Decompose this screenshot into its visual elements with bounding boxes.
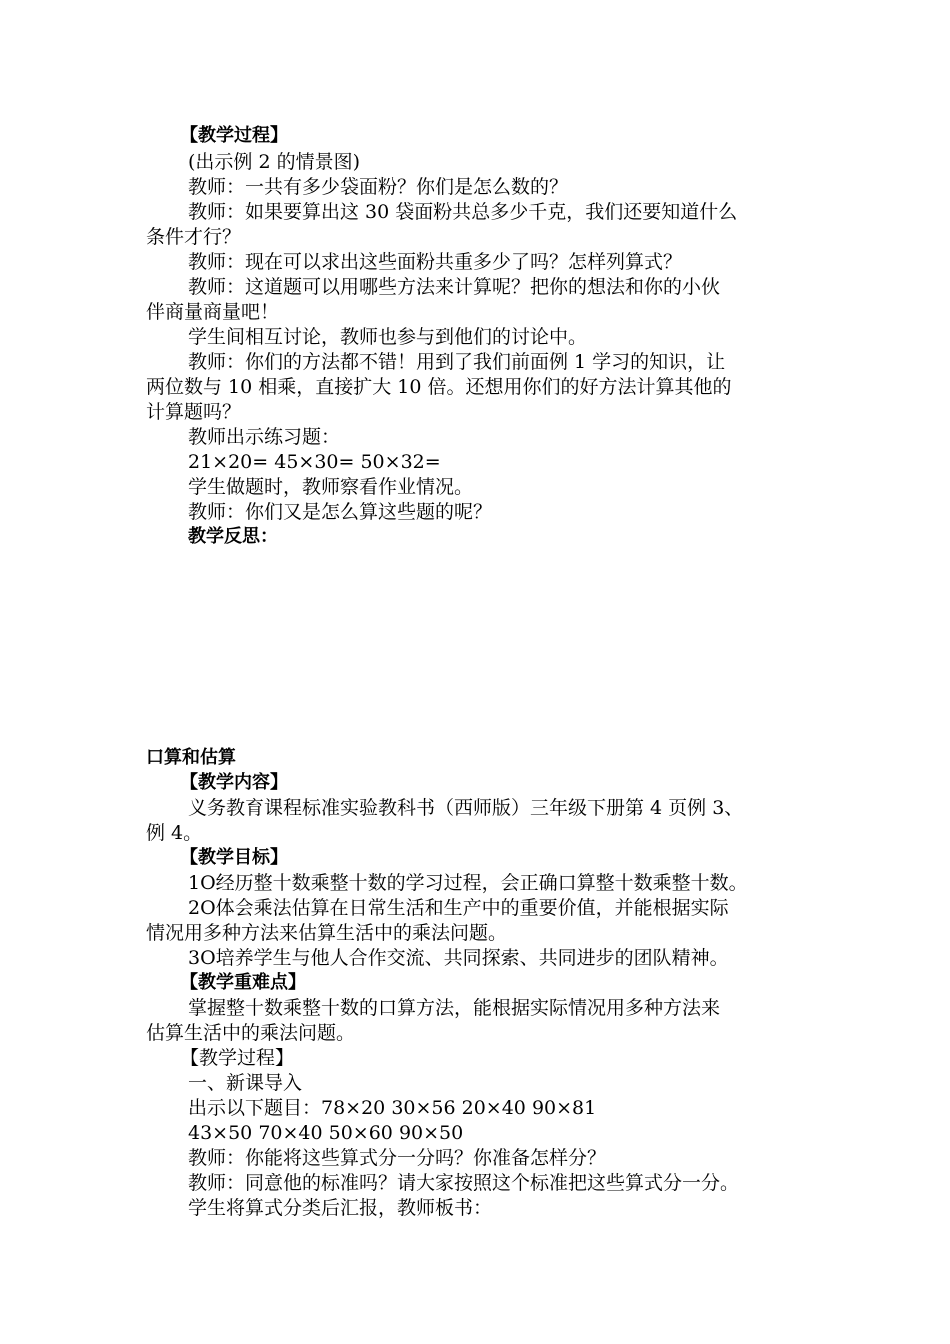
paragraph-line: 义务教育课程标准实验教科书（西师版）三年级下册第 4 页例 3、: [188, 797, 744, 819]
heading-teaching-content: 【教学内容】: [180, 772, 288, 793]
paragraph-line: 教师：如果要算出这 30 袋面粉共总多少千克，我们还要知道什么: [188, 201, 738, 223]
section-title: 口算和估算: [146, 747, 236, 768]
paragraph-line: 教师：你们的方法都不错！用到了我们前面例 1 学习的知识，让: [188, 351, 726, 373]
paragraph-line: 教师：现在可以求出这些面粉共重多少了吗？怎样列算式？: [188, 251, 683, 273]
paragraph-line: 估算生活中的乘法问题。: [146, 1022, 356, 1044]
paragraph-line: 计算题吗？: [146, 401, 242, 423]
paragraph-line: 一、新课导入: [188, 1072, 303, 1094]
paragraph-line: 学生间相互讨论，教师也参与到他们的讨论中。: [188, 326, 588, 348]
paragraph-line: 43×50 70×40 50×60 90×50: [188, 1122, 464, 1144]
paragraph-line: (出示例 2 的情景图): [188, 151, 360, 173]
paragraph-line: 条件才行？: [146, 226, 242, 248]
paragraph-line: 掌握整十数乘整十数的口算方法，能根据实际情况用多种方法来: [188, 997, 721, 1019]
paragraph-line: 教师：这道题可以用哪些方法来计算呢？把你的想法和你的小伙: [188, 276, 721, 298]
paragraph-line: 学生做题时，教师察看作业情况。: [188, 476, 474, 498]
paragraph-line: 3O培养学生与他人合作交流、共同探索、共同进步的团队精神。: [188, 947, 729, 969]
paragraph-line: 2O体会乘法估算在日常生活和生产中的重要价值，并能根据实际: [188, 897, 729, 919]
paragraph-line: 学生将算式分类后汇报，教师板书：: [188, 1197, 493, 1219]
paragraph-line: 两位数与 10 相乘，直接扩大 10 倍。还想用你们的好方法计算其他的: [146, 376, 732, 398]
paragraph-line: 教师：你能将这些算式分一分吗？你准备怎样分？: [188, 1147, 607, 1169]
heading-reflection: 教学反思：: [188, 526, 278, 547]
paragraph-line: 教师：一共有多少袋面粉？你们是怎么数的？: [188, 176, 569, 198]
paragraph-line: 教师：你们又是怎么算这些题的呢？: [188, 501, 493, 523]
paragraph-line: 1O经历整十数乘整十数的学习过程，会正确口算整十数乘整十数。: [188, 872, 748, 894]
heading-teaching-goals: 【教学目标】: [180, 847, 288, 868]
paragraph-line: 出示以下题目：78×20 30×56 20×40 90×81: [188, 1097, 597, 1119]
paragraph-line: 情况用多种方法来估算生活中的乘法问题。: [146, 922, 508, 944]
paragraph-line: 21×20= 45×30= 50×32=: [188, 451, 441, 473]
paragraph-line: 例 4。: [146, 822, 203, 844]
heading-teaching-process: 【教学过程】: [180, 125, 288, 146]
heading-key-points: 【教学重难点】: [180, 972, 306, 993]
paragraph-line: 伴商量商量吧！: [146, 301, 280, 323]
heading-teaching-process-2: 【教学过程】: [180, 1047, 295, 1069]
paragraph-line: 教师出示练习题：: [188, 426, 341, 448]
paragraph-line: 教师：同意他的标准吗？请大家按照这个标准把这些算式分一分。: [188, 1172, 740, 1194]
